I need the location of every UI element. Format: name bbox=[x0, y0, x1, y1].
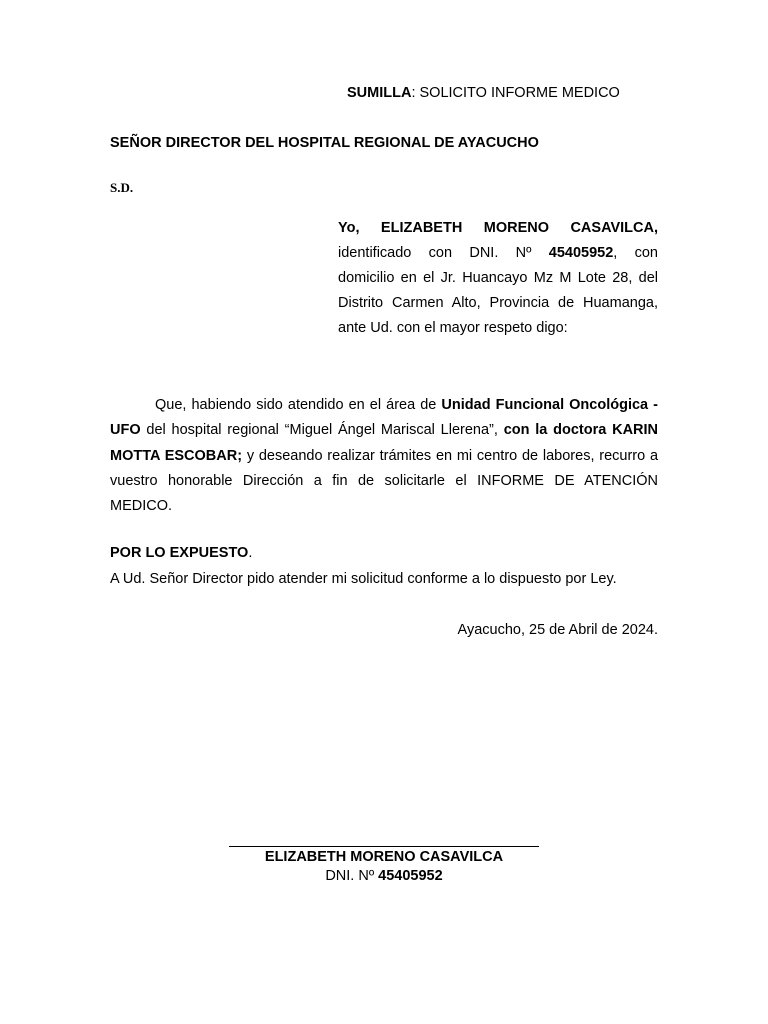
body-part2: del hospital regional “Miguel Ángel Mariscal Llerena”, bbox=[140, 422, 504, 439]
closing-request: A Ud. Señor Director pido atender mi solicitud conforme a lo dispuesto por Ley. bbox=[110, 571, 617, 587]
body-paragraph bbox=[110, 393, 658, 519]
signature-dni-prefix: DNI. Nº bbox=[325, 868, 379, 884]
signature-name: ELIZABETH MORENO CASAVILCA bbox=[264, 849, 504, 865]
sumilla-label: SUMILLA bbox=[347, 85, 412, 101]
body-part1: Que, habiendo sido atendido en el área de bbox=[155, 397, 442, 413]
closing-heading-text: POR LO EXPUESTO bbox=[110, 545, 249, 561]
closing-heading bbox=[110, 545, 252, 561]
signature-line bbox=[229, 846, 539, 847]
closing-heading-suffix: . bbox=[248, 545, 253, 561]
dni-suffix: , con bbox=[613, 245, 659, 261]
sumilla bbox=[347, 85, 620, 101]
date-line: Ayacucho, 25 de Abril de 2024. bbox=[457, 622, 658, 638]
signature-dni bbox=[229, 868, 539, 884]
intro-paragraph bbox=[338, 216, 658, 341]
address-text: domicilio en el Jr. Huancayo Mz M Lote 28, del Distrito Carmen Alto, Provincia de Huamanga, ante Ud. con el mayor respeto digo: bbox=[338, 270, 658, 336]
salutation-sd: S.D. bbox=[110, 180, 134, 195]
unit-name: Unidad Funcional Oncológica -UFO bbox=[110, 397, 659, 439]
dni-prefix: identificado con DNI. Nº bbox=[338, 245, 549, 261]
dni-number: 45405952 bbox=[548, 245, 614, 261]
body-part3: y deseando realizar trámites en mi centro de labores, recurro a vuestro honorable Dirección a fin de solicitarle el INFORME DE ATENCIÓN MEDICO. bbox=[110, 447, 659, 515]
applicant-name: Yo, ELIZABETH MORENO CASAVILCA, bbox=[338, 220, 658, 236]
sumilla-text: : SOLICITO INFORME MEDICO bbox=[411, 85, 620, 101]
doctor-name: con la doctora KARIN MOTTA ESCOBAR; bbox=[110, 422, 659, 464]
signature-dni-number: 45405952 bbox=[378, 868, 443, 884]
addressee: SEÑOR DIRECTOR DEL HOSPITAL REGIONAL DE AYACUCHO bbox=[110, 135, 539, 151]
dni-line bbox=[338, 241, 658, 266]
